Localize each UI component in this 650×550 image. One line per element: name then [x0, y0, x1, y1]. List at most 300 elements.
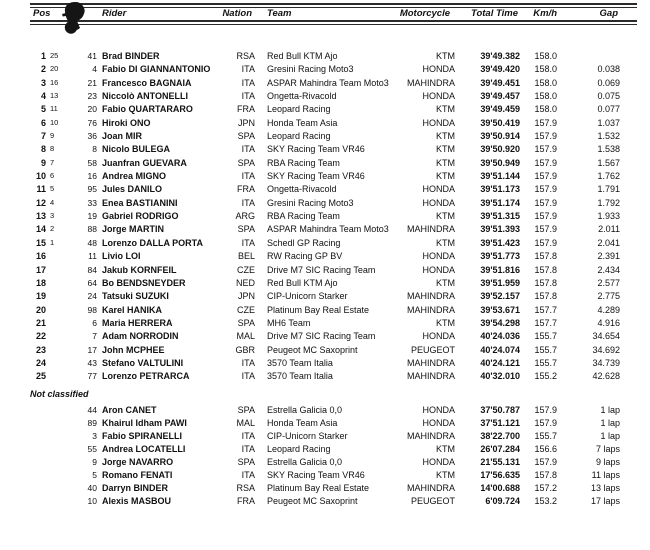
- col-header-motorcycle: Motorcycle: [399, 8, 450, 19]
- rider-name-cell: Brad BINDER: [102, 51, 160, 61]
- rider-number-cell: 43: [87, 357, 97, 368]
- total-time-cell: 39'49.420: [480, 64, 520, 75]
- nation-cell: ITA: [241, 91, 255, 102]
- motorcycle-cell: PEUGEOT: [410, 344, 455, 355]
- gap-cell: 0.077: [597, 104, 620, 115]
- table-row: [0, 197, 650, 210]
- table-row: [0, 330, 650, 343]
- kmh-cell: 155.7: [534, 357, 557, 368]
- position-cell: 25: [35, 371, 46, 382]
- team-cell: Platinum Bay Real Estate: [267, 483, 370, 493]
- team-cell: SKY Racing Team VR46: [267, 470, 365, 480]
- rider-name-cell: Niccolò ANTONELLI: [102, 91, 189, 102]
- rider-number-cell: 48: [87, 237, 97, 248]
- rider-number-cell: 9: [92, 457, 97, 467]
- gap-cell: 13 laps: [590, 483, 620, 493]
- kmh-cell: 157.7: [534, 304, 557, 315]
- table-row: [0, 143, 650, 156]
- team-cell: Leopard Racing: [267, 104, 331, 115]
- total-time-cell: 6'09.724: [485, 496, 520, 506]
- team-cell: Gresini Racing Moto3: [267, 64, 354, 75]
- motorcycle-cell: MAHINDRA: [406, 371, 455, 382]
- nation-cell: FRA: [237, 496, 255, 506]
- kmh-cell: 157.9: [534, 117, 557, 128]
- position-cell: 15: [35, 237, 46, 248]
- nation-cell: ITA: [241, 470, 255, 480]
- table-row: [0, 223, 650, 236]
- rider-name-cell: Jorge MARTIN: [102, 224, 165, 235]
- team-cell: MH6 Team: [267, 317, 311, 328]
- table-row: [0, 50, 650, 63]
- nation-cell: MAL: [236, 418, 255, 428]
- gap-cell: 2.434: [597, 264, 620, 275]
- total-time-cell: 39'54.298: [480, 317, 520, 328]
- gap-cell: 1.538: [597, 144, 620, 155]
- nation-cell: ITA: [241, 171, 255, 182]
- rider-number-cell: 84: [87, 264, 97, 275]
- points-cell: 9: [50, 131, 55, 141]
- total-time-cell: 40'24.036: [480, 331, 520, 342]
- table-row: [0, 90, 650, 103]
- team-cell: 3570 Team Italia: [267, 371, 333, 382]
- total-time-cell: 14'00.688: [480, 483, 520, 493]
- position-cell: 2: [40, 64, 46, 75]
- rider-number-cell: 88: [87, 224, 97, 235]
- rider-number-cell: 36: [87, 131, 97, 142]
- team-cell: Schedl GP Racing: [267, 237, 341, 248]
- nation-cell: RSA: [236, 483, 255, 493]
- col-header-pos: Pos: [33, 8, 51, 19]
- not-classified-label: Not classified: [30, 389, 89, 399]
- nation-cell: ARG: [235, 211, 255, 222]
- rider-number-cell: 76: [87, 117, 97, 128]
- kmh-cell: 157.2: [534, 483, 557, 493]
- gap-cell: 0.069: [597, 77, 620, 88]
- points-cell: 2: [50, 224, 55, 234]
- position-cell: 11: [36, 184, 46, 195]
- table-row: [0, 290, 650, 303]
- total-time-cell: 39'50.920: [480, 144, 520, 155]
- motorcycle-cell: HONDA: [422, 197, 455, 208]
- team-cell: CIP-Unicorn Starker: [267, 431, 348, 441]
- nation-cell: SPA: [237, 157, 255, 168]
- team-cell: ASPAR Mahindra Team Moto3: [267, 77, 389, 88]
- position-cell: 10: [35, 171, 46, 182]
- table-row: [0, 495, 650, 508]
- total-time-cell: 39'51.959: [480, 277, 520, 288]
- nation-cell: CZE: [237, 304, 255, 315]
- gap-cell: 2.011: [598, 224, 620, 235]
- rider-name-cell: Karel HANIKA: [102, 304, 163, 315]
- position-cell: [22, 443, 46, 456]
- nation-cell: RSA: [236, 51, 255, 61]
- team-cell: Gresini Racing Moto3: [267, 197, 354, 208]
- rider-name-cell: Adam NORRODIN: [102, 331, 179, 342]
- position-cell: 13: [35, 211, 46, 222]
- nation-cell: BEL: [237, 251, 255, 262]
- motorcycle-rider-icon: [58, 0, 90, 34]
- total-time-cell: 39'51.393: [480, 224, 520, 235]
- points-cell: 16: [50, 77, 59, 87]
- team-cell: Drive M7 SIC Racing Team: [267, 331, 376, 342]
- kmh-cell: 158.0: [534, 104, 557, 115]
- total-time-cell: 39'49.457: [480, 91, 520, 102]
- motorcycle-cell: HONDA: [422, 331, 455, 342]
- team-cell: Estrella Galicia 0,0: [267, 457, 343, 467]
- total-time-cell: 21'55.131: [480, 457, 520, 467]
- total-time-cell: 39'51.174: [480, 197, 520, 208]
- rider-name-cell: Khairul Idham PAWI: [102, 418, 187, 428]
- points-cell: 1: [50, 237, 55, 247]
- gap-cell: 7 laps: [595, 444, 620, 454]
- col-header-gap: Gap: [599, 8, 618, 19]
- motorcycle-cell: KTM: [436, 144, 455, 155]
- rider-name-cell: John MCPHEE: [102, 344, 165, 355]
- kmh-cell: 153.2: [534, 496, 557, 506]
- team-cell: RBA Racing Team: [267, 211, 340, 222]
- gap-cell: 2.577: [597, 277, 620, 288]
- gap-cell: 2.775: [597, 291, 620, 302]
- team-cell: CIP-Unicorn Starker: [267, 291, 348, 302]
- kmh-cell: 158.0: [534, 77, 557, 88]
- nation-cell: ITA: [241, 237, 255, 248]
- total-time-cell: 39'49.459: [480, 104, 520, 115]
- total-time-cell: 39'51.173: [480, 184, 520, 195]
- motorcycle-cell: KTM: [436, 131, 455, 142]
- kmh-cell: 157.9: [534, 131, 557, 142]
- rider-name-cell: Jakub KORNFEIL: [102, 264, 177, 275]
- rider-number-cell: 16: [87, 171, 97, 182]
- kmh-cell: 155.2: [534, 371, 557, 382]
- rider-name-cell: Tatsuki SUZUKI: [102, 291, 169, 302]
- gap-cell: 1 lap: [600, 418, 620, 428]
- col-header-kmh: Km/h: [533, 8, 557, 19]
- kmh-cell: 157.8: [534, 264, 557, 275]
- motorcycle-cell: KTM: [436, 317, 455, 328]
- nation-cell: ITA: [241, 357, 255, 368]
- rider-name-cell: Maria HERRERA: [102, 317, 173, 328]
- gap-cell: 1.037: [597, 117, 620, 128]
- total-time-cell: 26'07.284: [480, 444, 520, 454]
- position-cell: 14: [35, 224, 46, 235]
- table-row: [0, 404, 650, 417]
- total-time-cell: 40'24.121: [480, 357, 520, 368]
- motorcycle-cell: KTM: [436, 104, 455, 115]
- team-cell: Red Bull KTM Ajo: [267, 277, 338, 288]
- nation-cell: CZE: [237, 264, 255, 275]
- team-cell: RBA Racing Team: [267, 157, 340, 168]
- motorcycle-cell: KTM: [436, 171, 455, 182]
- kmh-cell: 157.7: [534, 317, 557, 328]
- motorcycle-cell: PEUGEOT: [410, 496, 455, 506]
- gap-cell: 1.532: [597, 131, 620, 142]
- rider-name-cell: Lorenzo PETRARCA: [102, 371, 190, 382]
- col-header-rider: Rider: [102, 8, 127, 19]
- rider-name-cell: Darryn BINDER: [102, 483, 169, 493]
- gap-cell: 1.762: [597, 171, 620, 182]
- rider-name-cell: Fabio QUARTARARO: [102, 104, 193, 115]
- team-cell: RW Racing GP BV: [267, 251, 343, 262]
- table-row: [0, 264, 650, 277]
- gap-cell: [555, 50, 620, 63]
- points-cell: 20: [50, 64, 59, 74]
- gap-cell: 1.792: [597, 197, 620, 208]
- team-cell: 3570 Team Italia: [267, 357, 333, 368]
- motorcycle-cell: KTM: [436, 211, 455, 222]
- position-cell: [22, 417, 46, 430]
- motorcycle-cell: HONDA: [422, 184, 455, 195]
- header-bottom-rule-1: [30, 20, 637, 22]
- motorcycle-cell: KTM: [436, 237, 455, 248]
- team-cell: Peugeot MC Saxoprint: [267, 344, 358, 355]
- motorcycle-cell: MAHINDRA: [406, 291, 455, 302]
- rider-number-cell: 8: [92, 144, 97, 155]
- gap-cell: 34.692: [592, 344, 620, 355]
- gap-cell: 4.916: [597, 317, 620, 328]
- rider-name-cell: Joan MIR: [102, 131, 143, 142]
- table-row: [0, 237, 650, 250]
- gap-cell: 2.041: [597, 237, 620, 248]
- position-cell: [22, 495, 46, 508]
- rider-name-cell: Jorge NAVARRO: [102, 457, 174, 467]
- motorcycle-cell: HONDA: [422, 457, 455, 467]
- kmh-cell: 157.8: [534, 291, 557, 302]
- rider-number-cell: 4: [92, 64, 97, 75]
- rider-number-cell: 58: [87, 157, 97, 168]
- kmh-cell: 157.8: [534, 251, 557, 262]
- total-time-cell: 39'51.816: [480, 264, 520, 275]
- position-cell: [22, 469, 46, 482]
- nation-cell: MAL: [236, 331, 255, 342]
- table-row: [0, 443, 650, 456]
- kmh-cell: 157.9: [534, 405, 557, 415]
- gap-cell: 42.628: [592, 371, 620, 382]
- motorcycle-cell: KTM: [436, 157, 455, 168]
- motorcycle-cell: KTM: [436, 470, 455, 480]
- rider-name-cell: Livio LOI: [102, 251, 141, 262]
- rider-number-cell: 77: [87, 371, 97, 382]
- motorcycle-cell: MAHINDRA: [406, 77, 455, 88]
- motorcycle-cell: HONDA: [422, 251, 455, 262]
- rider-name-cell: Lorenzo DALLA PORTA: [102, 237, 203, 248]
- table-row: [0, 304, 650, 317]
- nation-cell: JPN: [237, 291, 255, 302]
- motorcycle-cell: HONDA: [422, 418, 455, 428]
- table-row: [0, 130, 650, 143]
- rider-number-cell: 55: [87, 444, 97, 454]
- table-row: [0, 63, 650, 76]
- kmh-cell: 158.0: [534, 51, 557, 61]
- motorcycle-cell: HONDA: [422, 405, 455, 415]
- motorcycle-cell: KTM: [436, 51, 455, 61]
- motorcycle-cell: MAHINDRA: [406, 357, 455, 368]
- table-row: [0, 210, 650, 223]
- team-cell: Honda Team Asia: [267, 117, 338, 128]
- total-time-cell: 40'24.074: [480, 344, 520, 355]
- position-cell: 8: [40, 144, 46, 155]
- position-cell: 7: [40, 131, 46, 142]
- rider-name-cell: Francesco BAGNAIA: [102, 77, 192, 88]
- kmh-cell: 157.9: [534, 184, 557, 195]
- position-cell: 18: [35, 277, 46, 288]
- gap-cell: 4.289: [597, 304, 620, 315]
- rider-number-cell: 40: [87, 483, 97, 493]
- motorcycle-cell: HONDA: [422, 91, 455, 102]
- not-classified-rows: [0, 404, 650, 508]
- kmh-cell: 155.7: [534, 344, 557, 355]
- rider-number-cell: 44: [87, 405, 97, 415]
- position-cell: [22, 404, 46, 417]
- motorcycle-cell: HONDA: [422, 264, 455, 275]
- points-cell: 7: [50, 157, 55, 167]
- gap-cell: 0.075: [597, 91, 620, 102]
- motorcycle-cell: MAHINDRA: [406, 483, 455, 493]
- motorcycle-cell: MAHINDRA: [406, 224, 455, 235]
- rider-number-cell: 64: [87, 277, 97, 288]
- rider-number-cell: 98: [87, 304, 97, 315]
- points-cell: 25: [50, 51, 59, 60]
- position-cell: [22, 430, 46, 443]
- rider-number-cell: 17: [87, 344, 97, 355]
- nation-cell: FRA: [237, 184, 255, 195]
- rider-number-cell: 33: [87, 197, 97, 208]
- total-time-cell: 39'51.773: [480, 251, 520, 262]
- kmh-cell: 157.9: [534, 211, 557, 222]
- total-time-cell: 40'32.010: [480, 371, 520, 382]
- col-header-nation: Nation: [222, 8, 252, 19]
- points-cell: 11: [50, 104, 58, 114]
- team-cell: Peugeot MC Saxoprint: [267, 496, 358, 506]
- points-cell: 13: [50, 91, 59, 101]
- team-cell: SKY Racing Team VR46: [267, 144, 365, 155]
- rider-name-cell: Hiroki ONO: [102, 117, 151, 128]
- nation-cell: JPN: [237, 117, 255, 128]
- kmh-cell: 157.9: [534, 237, 557, 248]
- nation-cell: NED: [235, 277, 255, 288]
- team-cell: Platinum Bay Real Estate: [267, 304, 370, 315]
- nation-cell: ITA: [241, 64, 255, 75]
- table-row: [0, 157, 650, 170]
- team-cell: Leopard Racing: [267, 131, 331, 142]
- rider-number-cell: 41: [87, 51, 97, 61]
- rider-name-cell: Fabio DI GIANNANTONIO: [102, 64, 211, 75]
- top-rule-1: [30, 3, 637, 5]
- position-cell: 1: [40, 51, 46, 61]
- nation-cell: GBR: [235, 344, 255, 355]
- kmh-cell: 155.7: [534, 331, 557, 342]
- total-time-cell: 37'50.787: [480, 405, 520, 415]
- rider-name-cell: Fabio SPIRANELLI: [102, 431, 183, 441]
- motorcycle-cell: HONDA: [422, 64, 455, 75]
- nation-cell: ITA: [241, 144, 255, 155]
- total-time-cell: 17'56.635: [480, 470, 520, 480]
- nation-cell: FRA: [237, 104, 255, 115]
- table-row: [0, 250, 650, 263]
- team-cell: Ongetta-Rivacold: [267, 91, 337, 102]
- position-cell: 20: [35, 304, 46, 315]
- total-time-cell: 39'49.382: [480, 51, 520, 61]
- position-cell: 3: [40, 77, 46, 88]
- rider-number-cell: 6: [92, 317, 97, 328]
- position-cell: 23: [35, 344, 46, 355]
- table-row: [0, 357, 650, 370]
- rider-name-cell: Stefano VALTULINI: [102, 357, 184, 368]
- gap-cell: 1.791: [597, 184, 620, 195]
- total-time-cell: 39'53.671: [480, 304, 520, 315]
- total-time-cell: 39'50.914: [480, 131, 520, 142]
- kmh-cell: 155.7: [534, 431, 557, 441]
- header-bottom-rule-2: [30, 24, 637, 25]
- rider-name-cell: Gabriel RODRIGO: [102, 211, 179, 222]
- col-header-total-time: Total Time: [471, 8, 518, 19]
- nation-cell: SPA: [237, 224, 255, 235]
- nation-cell: SPA: [237, 457, 255, 467]
- rider-name-cell: Jules DANILO: [102, 184, 163, 195]
- position-cell: 19: [35, 291, 46, 302]
- position-cell: 21: [35, 317, 46, 328]
- team-cell: Red Bull KTM Ajo: [267, 51, 338, 61]
- points-cell: 6: [50, 171, 55, 181]
- motorcycle-cell: HONDA: [422, 117, 455, 128]
- gap-cell: 0.038: [597, 64, 620, 75]
- rider-name-cell: Juanfran GUEVARA: [102, 157, 187, 168]
- gap-cell: 1 lap: [600, 405, 620, 415]
- rider-number-cell: 21: [87, 77, 97, 88]
- total-time-cell: 39'51.144: [480, 171, 520, 182]
- table-row: [0, 317, 650, 330]
- position-cell: 12: [35, 197, 46, 208]
- col-header-team: Team: [267, 8, 292, 19]
- position-cell: 22: [35, 331, 46, 342]
- position-cell: 5: [40, 104, 46, 115]
- team-cell: Leopard Racing: [267, 444, 331, 454]
- kmh-cell: 157.9: [534, 418, 557, 428]
- table-row: [0, 482, 650, 495]
- rider-name-cell: Enea BASTIANINI: [102, 197, 178, 208]
- rider-number-cell: 20: [87, 104, 97, 115]
- rider-number-cell: 10: [87, 496, 97, 506]
- team-cell: ASPAR Mahindra Team Moto3: [267, 224, 389, 235]
- rider-name-cell: Alexis MASBOU: [102, 496, 172, 506]
- motorcycle-cell: MAHINDRA: [406, 431, 455, 441]
- kmh-cell: 158.0: [534, 64, 557, 75]
- total-time-cell: 39'50.419: [480, 117, 520, 128]
- nation-cell: ITA: [241, 431, 255, 441]
- nation-cell: ITA: [241, 77, 255, 88]
- kmh-cell: 157.9: [534, 157, 557, 168]
- nation-cell: ITA: [241, 371, 255, 382]
- kmh-cell: 157.9: [534, 197, 557, 208]
- kmh-cell: 157.9: [534, 144, 557, 155]
- kmh-cell: 157.9: [534, 171, 557, 182]
- gap-cell: 34.654: [592, 331, 620, 342]
- rider-number-cell: 7: [92, 331, 97, 342]
- points-cell: 10: [50, 117, 59, 127]
- position-cell: 17: [35, 264, 46, 275]
- nation-cell: ITA: [241, 444, 255, 454]
- points-cell: 4: [50, 197, 55, 207]
- nation-cell: SPA: [237, 317, 255, 328]
- position-cell: [22, 456, 46, 469]
- kmh-cell: 157.9: [534, 457, 557, 467]
- total-time-cell: 39'51.423: [480, 237, 520, 248]
- table-row: [0, 103, 650, 116]
- gap-cell: 11 laps: [591, 470, 620, 480]
- kmh-cell: 156.6: [534, 444, 557, 454]
- motorcycle-cell: KTM: [436, 277, 455, 288]
- table-row: [0, 277, 650, 290]
- points-cell: 8: [50, 144, 55, 154]
